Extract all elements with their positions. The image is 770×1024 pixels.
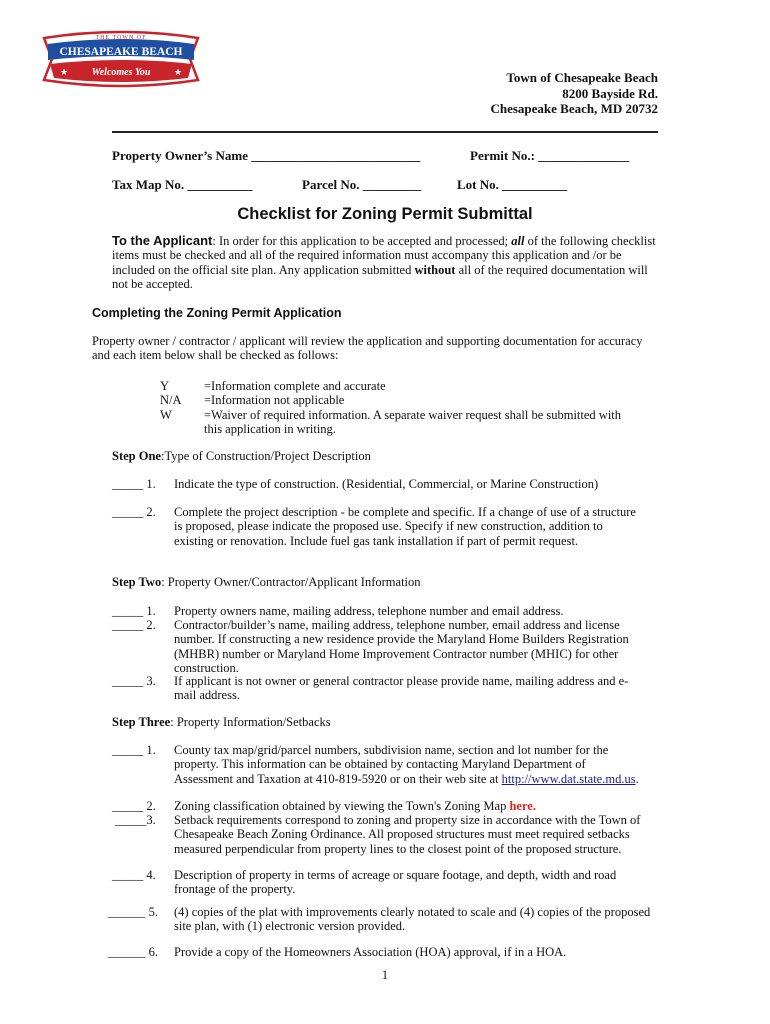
checklist-item xyxy=(112,505,644,548)
step-three-label: Step Three xyxy=(112,715,171,729)
item-text xyxy=(174,743,644,786)
legend-desc: =Information complete and accurate xyxy=(204,379,386,393)
applicant-without: without xyxy=(414,262,456,277)
item-text: Indicate the type of construction. (Residential, Commercial, or Marine Construction) xyxy=(174,477,599,491)
logo-town-name: CHESAPEAKE BEACH xyxy=(59,46,183,58)
permit-no-field[interactable]: Permit No.: ______________ xyxy=(470,148,630,163)
legend-row xyxy=(160,379,634,393)
item-text xyxy=(174,799,644,813)
applicant-text-3: all of the required documentation will not be accepted. xyxy=(112,262,648,291)
legend-row xyxy=(160,393,634,407)
logo-star-left-icon: ★ xyxy=(59,67,69,77)
parcel-field[interactable]: Parcel No. _________ xyxy=(302,177,422,192)
legend-code: N/A xyxy=(160,393,182,408)
checklist-item xyxy=(108,945,658,959)
applicant-paragraph xyxy=(112,234,660,291)
item-text-part: Zoning classification obtained by viewing the Town's Zoning Map xyxy=(174,799,510,813)
item-text-end: . xyxy=(635,771,639,786)
address-block xyxy=(490,70,658,117)
step-two-title: : Property Owner/Contractor/Applicant Information xyxy=(161,575,421,589)
tax-map-field[interactable]: Tax Map No. __________ xyxy=(112,177,253,192)
item-text: Provide a copy of the Homeowners Association (HOA) approval, if in a HOA. xyxy=(174,945,567,959)
dat-website-link[interactable]: http://www.dat.state.md.us xyxy=(501,771,636,786)
item-text: If applicant is not owner or general contractor please provide name, mailing address and e-mail address. xyxy=(174,674,629,703)
legend-desc: =Waiver of required information. A separate waiver request shall be submitted with this application in writing. xyxy=(204,407,622,436)
step-one-heading xyxy=(112,449,371,464)
checklist-item xyxy=(112,813,644,856)
step-one-label: Step One xyxy=(112,449,161,463)
applicant-text-2: of the following checklist items must be checked and all of the required information must accompany this application and /or be included on the official site plan. Any application submitted xyxy=(112,234,656,277)
legend-code: Y xyxy=(160,379,170,393)
address-line-1: Town of Chesapeake Beach xyxy=(506,70,658,85)
applicant-lead: To the Applicant xyxy=(112,233,213,248)
logo-top-text: THE TOWN OF xyxy=(95,35,147,41)
item-text: (4) copies of the plat with improvements clearly notated to scale and (4) copies of the proposed site plan, with (1) electronic version provided. xyxy=(174,905,651,934)
applicant-colon: : xyxy=(212,234,219,248)
checklist-item xyxy=(112,604,644,618)
check-blank[interactable]: _____ 1. xyxy=(112,477,156,491)
legend-code: W xyxy=(160,407,172,422)
step-one-title: :Type of Construction/Project Description xyxy=(160,449,371,463)
applicant-all: all xyxy=(511,234,525,248)
intro-text: Property owner / contractor / applicant will review the application and supporting documentation for accuracy and each item below shall be checked as follows: xyxy=(92,334,643,363)
header-divider xyxy=(112,131,658,133)
legend-row xyxy=(160,408,634,437)
town-logo xyxy=(38,28,204,90)
checklist-item xyxy=(112,618,644,675)
checklist-item xyxy=(112,477,644,491)
item-text: Complete the project description - be complete and specific. If a change of use of a structure is proposed, please indicate the proposed use. Specify if new construction, addition to existing or renovation. Include fuel gas tank installation if part of permit request. xyxy=(174,505,636,548)
checklist-item xyxy=(112,868,644,897)
check-blank[interactable]: _____ 2. xyxy=(112,505,156,519)
item-text: Description of property in terms of acreage or square footage, and depth, width and road frontage of the property. xyxy=(174,868,617,897)
zoning-map-link[interactable]: here. xyxy=(509,799,536,813)
address-line-3: Chesapeake Beach, MD 20732 xyxy=(490,101,658,116)
applicant-text-1: In order for this application to be accepted and processed; xyxy=(219,234,512,248)
logo-star-right-icon: ★ xyxy=(173,67,183,77)
check-blank[interactable]: ______ 6. xyxy=(108,945,158,959)
logo-tagline: Welcomes You xyxy=(91,67,151,78)
check-blank[interactable]: _____ 1. xyxy=(112,604,156,618)
item-text: Setback requirements correspond to zoning and property size in accordance with the Town of Chesapeake Beach Zoning Ordinance. All proposed structures must meet required setbacks measured perpendicular from property lines to the closest point of the proposed structure. xyxy=(174,813,641,856)
check-blank[interactable]: _____ 2. xyxy=(112,618,156,632)
checklist-item xyxy=(112,743,644,786)
checklist-item xyxy=(108,905,658,934)
check-blank[interactable]: ______ 5. xyxy=(108,905,158,919)
step-three-heading xyxy=(112,715,331,730)
item-text: Contractor/builder’s name, mailing address, telephone number, email address and license number. If constructing a new residence provide the Maryland Home Builders Registration (MHBR) number or Maryland Home Improvement Contractor number (MHIC) for other construction. xyxy=(174,618,629,675)
check-blank[interactable]: _____ 3. xyxy=(112,674,156,688)
legend xyxy=(160,379,634,436)
check-blank[interactable]: _____3. xyxy=(112,813,156,827)
page-title: Checklist for Zoning Permit Submittal xyxy=(237,205,533,223)
step-two-heading xyxy=(112,575,421,590)
step-three-title: : Property Information/Setbacks xyxy=(170,715,331,729)
check-blank[interactable]: _____ 2. xyxy=(112,799,156,813)
checklist-item xyxy=(112,799,644,813)
check-blank[interactable]: _____ 1. xyxy=(112,743,156,757)
item-text: Property owners name, mailing address, telephone number and email address. xyxy=(174,604,564,618)
lot-field[interactable]: Lot No. __________ xyxy=(457,177,568,192)
step-two-label: Step Two xyxy=(112,575,162,589)
legend-desc: =Information not applicable xyxy=(204,393,345,408)
check-blank[interactable]: _____ 4. xyxy=(112,868,156,882)
address-line-2: 8200 Bayside Rd. xyxy=(562,85,658,101)
checklist-item xyxy=(112,674,644,703)
section-title: Completing the Zoning Permit Application xyxy=(92,306,342,320)
item-text-part: County tax map/grid/parcel numbers, subdivision name, section and lot number for the property. This information can be obtained by contacting Maryland Department of Assessment and Taxation at 410-819-5920 or on their web site at xyxy=(174,743,609,786)
page-number: 1 xyxy=(381,968,389,982)
owner-name-field[interactable]: Property Owner’s Name __________________________ xyxy=(112,148,421,163)
